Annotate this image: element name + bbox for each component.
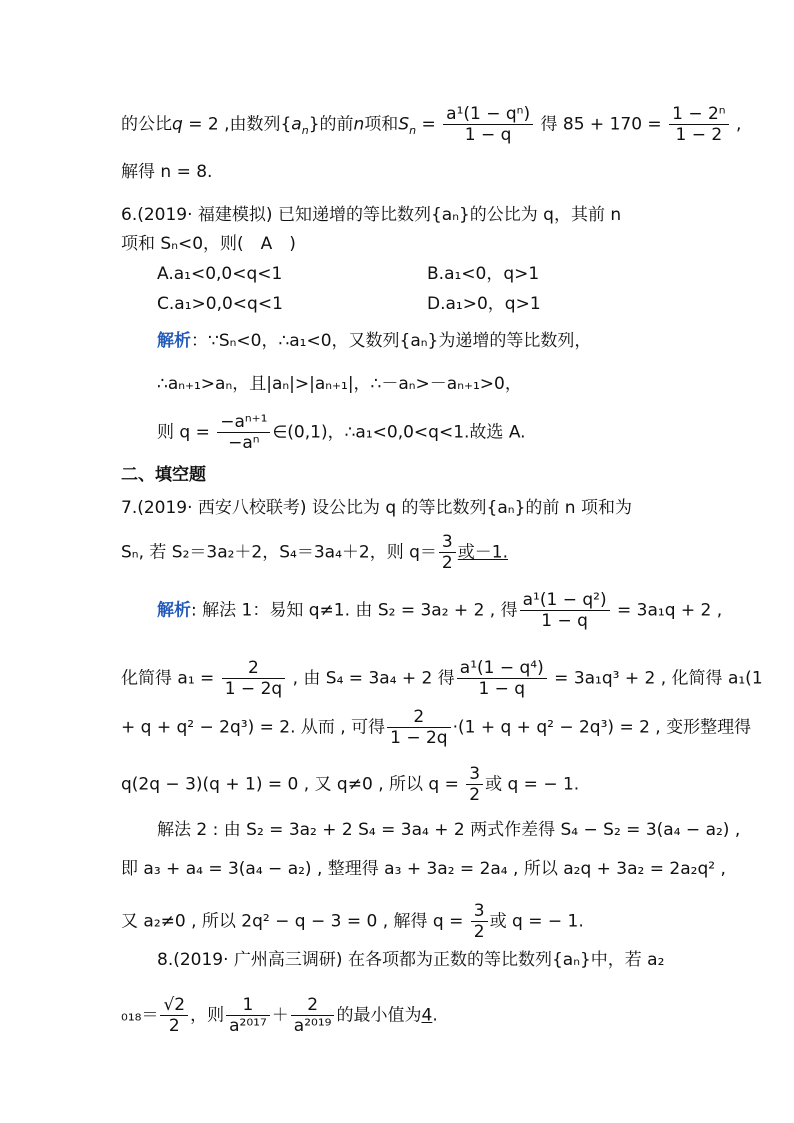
numerator: 2	[291, 995, 335, 1016]
question-8-stem: 8.(2019· 广州高三调研) 在各项都为正数的等比数列{aₙ}中，若 a₂	[157, 950, 665, 970]
fraction	[387, 707, 450, 748]
fraction	[471, 901, 488, 942]
text: 或 q = − 1.	[489, 911, 584, 932]
option-c: C.a₁>0,0<q<1	[157, 294, 283, 314]
text: =	[416, 114, 442, 135]
fraction	[226, 995, 270, 1036]
q6-analysis-1	[157, 329, 684, 353]
fraction	[443, 104, 533, 145]
option-d: D.a₁>0，q>1	[427, 294, 541, 314]
q6-analysis-3	[157, 412, 684, 453]
denominator: 1 − 2q	[390, 728, 448, 748]
q7-method2-1: 解法 2 : 由 S₂ = 3a₂ + 2 S₄ = 3a₄ + 2 两式作差得 S₄ − S₂ = 3(a₄ − a₂) ,	[157, 820, 741, 840]
denominator: 1 − q	[478, 679, 526, 699]
answer-text: 4	[421, 1005, 433, 1026]
denominator: 1 − 2q	[224, 679, 283, 699]
numerator: 3	[471, 901, 488, 922]
text: .	[432, 1005, 438, 1026]
text: : 解法 1：易知 q≠1. 由 S₂ = 3a₂ + 2 , 得	[191, 600, 518, 621]
text: ∈(0,1)，∴a₁<0,0<q<1.故选 A.	[272, 422, 526, 443]
text: ₀₁₈＝	[121, 1005, 159, 1026]
fraction	[439, 532, 456, 573]
fraction	[291, 995, 335, 1036]
sum-formula-line	[121, 104, 742, 145]
fraction	[466, 764, 483, 805]
text: ：∵Sₙ<0，∴a₁<0，又数列{aₙ}为递增的等比数列，	[191, 331, 592, 351]
denominator: 2	[168, 1016, 180, 1036]
q7-method1-1	[157, 590, 723, 631]
denominator: a²⁰¹⁷	[229, 1016, 267, 1036]
text: 的最小值为	[336, 1005, 422, 1026]
question-7-stem: 7.(2019· 西安八校联考) 设公比为 q 的等比数列{aₙ}的前 n 项和为	[121, 498, 632, 518]
text: 化简得 a₁ =	[121, 668, 220, 689]
text: ，则	[190, 1005, 225, 1026]
fraction	[457, 658, 547, 699]
text: 则 q =	[157, 422, 216, 443]
denominator: 1 − 2	[675, 125, 723, 145]
numerator: −aⁿ⁺¹	[217, 412, 270, 433]
numerator: 2	[222, 658, 285, 679]
numerator: 3	[466, 764, 483, 785]
option-b: B.a₁<0，q>1	[427, 264, 540, 284]
text: q(2q − 3)(q + 1) = 0 , 又 q≠0 , 所以 q =	[121, 774, 465, 795]
analysis-label: 解析	[157, 331, 191, 351]
var-a: a	[291, 114, 302, 135]
q7-method2-3	[121, 901, 684, 942]
var-n: n	[353, 114, 365, 135]
text: ·(1 + q + q² − 2q³) = 2 , 变形整理得	[452, 717, 752, 738]
denominator: 1 − q	[464, 125, 512, 145]
text: ＋	[271, 1005, 289, 1026]
denominator: 2	[469, 785, 481, 805]
numerator: √2	[160, 995, 188, 1016]
q7-method1-3	[121, 707, 752, 748]
text: + q + q² − 2q³) = 2. 从而 , 可得	[121, 717, 386, 738]
text: ,	[730, 114, 742, 135]
text: Sₙ, 若 S₂＝3a₂＋2，S₄＝3a₄＋2，则 q＝	[121, 542, 437, 563]
question-6-stem-cont: 项和 Sₙ<0，则( A )	[121, 234, 296, 254]
text: 得 85 + 170 =	[535, 114, 668, 135]
subscript: n	[409, 123, 417, 137]
analysis-label: 解析	[157, 600, 191, 621]
text: 的公比	[121, 114, 172, 135]
text: 或 q = − 1.	[485, 774, 580, 795]
text: 又 a₂≠0 , 所以 2q² − q − 3 = 0 , 解得 q =	[121, 911, 469, 932]
numerator: a¹(1 − q⁴)	[457, 658, 547, 679]
denominator: 2	[473, 922, 485, 942]
q6-analysis-2: ∴aₙ₊₁>aₙ，且|aₙ|>|aₙ₊₁|，∴－aₙ>－aₙ₊₁>0，	[157, 374, 522, 394]
text: }的前	[308, 114, 354, 135]
numerator: 1 − 2ⁿ	[669, 104, 728, 125]
denominator: 1 − q	[541, 611, 588, 631]
fraction	[217, 412, 270, 453]
text: 项和	[364, 114, 399, 135]
q7-method1-4	[121, 764, 684, 805]
question-8-stem-cont	[121, 995, 684, 1036]
fraction	[520, 590, 610, 631]
q7-method2-2: 即 a₃ + a₄ = 3(a₄ − a₂) , 整理得 a₃ + 3a₂ = 2a₄ , 所以 a₂q + 3a₂ = 2a₂q² ,	[121, 859, 726, 879]
numerator: a¹(1 − qⁿ)	[443, 104, 533, 125]
denominator: a²⁰¹⁹	[293, 1016, 332, 1036]
var-q: q	[172, 114, 183, 135]
section-title: 二、填空题	[121, 465, 206, 485]
question-6-stem: 6.(2019· 福建模拟) 已知递增的等比数列{aₙ}的公比为 q，其前 n	[121, 205, 622, 225]
text: , 由 S₄ = 3a₄ + 2 得	[287, 668, 455, 689]
var-s: S	[398, 114, 410, 135]
fraction	[160, 995, 188, 1036]
denominator: 2	[441, 553, 453, 573]
text: = 3a₁q + 2 ,	[611, 600, 723, 621]
numerator: 1	[226, 995, 270, 1016]
numerator: 2	[387, 707, 450, 728]
text: = 3a₁q³ + 2 , 化简得 a₁(1	[548, 668, 763, 689]
answer-text: 或－1.	[457, 542, 508, 563]
subscript: n	[301, 123, 309, 137]
fraction	[222, 658, 285, 699]
option-a: A.a₁<0,0<q<1	[157, 264, 283, 284]
fraction	[669, 104, 728, 145]
denominator: −aⁿ	[228, 433, 260, 453]
numerator: a¹(1 − q²)	[520, 590, 610, 611]
solution-line: 解得 n = 8.	[121, 162, 213, 182]
q7-method1-2	[121, 658, 763, 699]
numerator: 3	[439, 532, 456, 553]
question-7-stem-cont	[121, 532, 684, 573]
text: = 2 ,由数列{	[182, 114, 292, 135]
